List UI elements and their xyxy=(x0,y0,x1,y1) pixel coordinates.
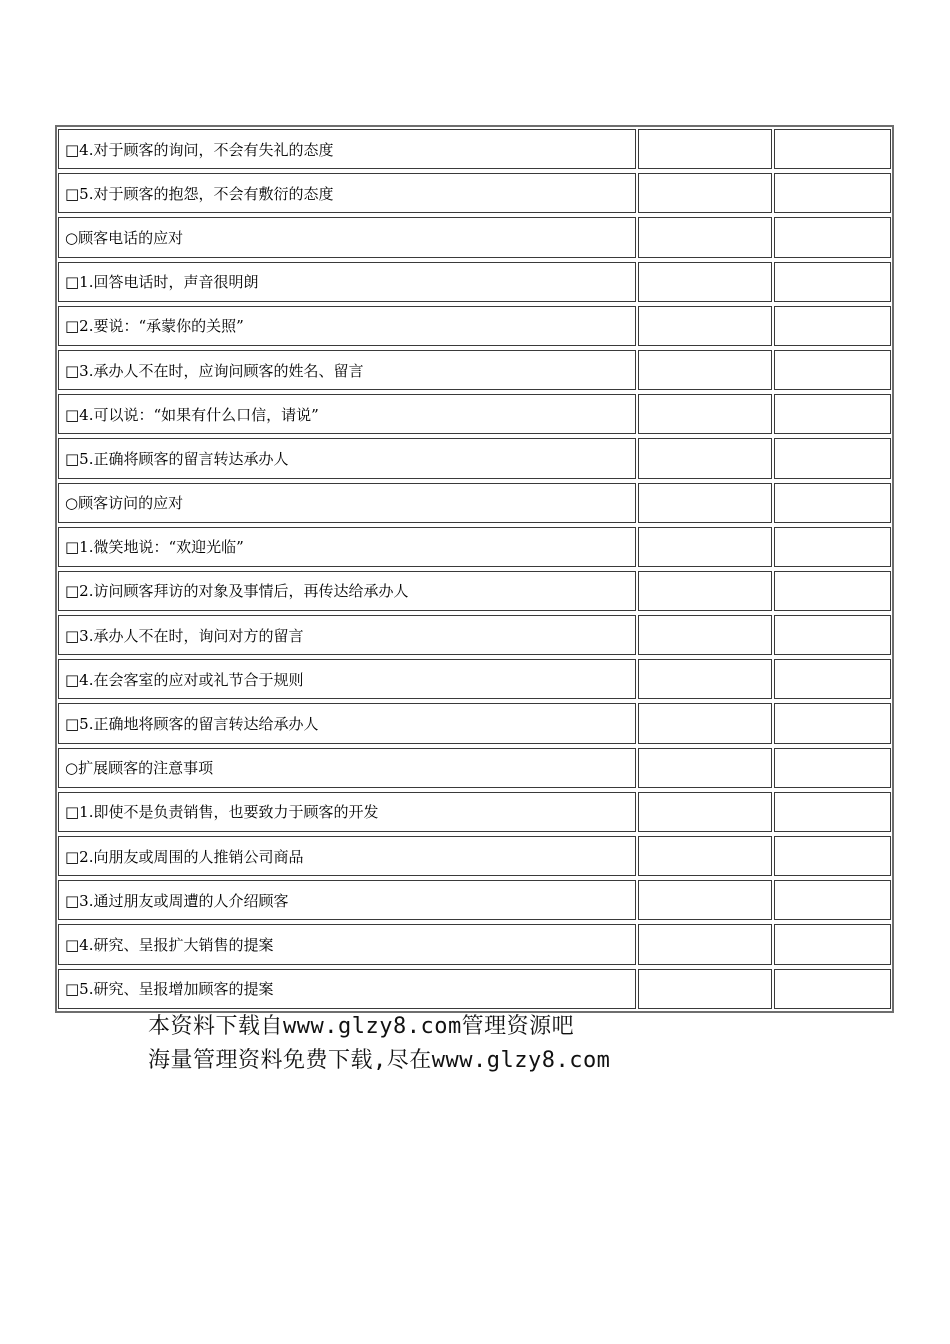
score-cell-1[interactable] xyxy=(638,438,772,478)
checklist-item-text: □5.研究、呈报增加顾客的提案 xyxy=(58,969,636,1009)
table-row xyxy=(57,260,892,304)
checklist-item-text: □4.可以说：“如果有什么口信，请说” xyxy=(58,394,636,434)
score-cell-2[interactable] xyxy=(774,615,891,655)
score-cell-2[interactable] xyxy=(774,217,891,257)
table-row xyxy=(57,922,892,966)
score-cell-2[interactable] xyxy=(774,350,891,390)
score-cell-2[interactable] xyxy=(774,748,891,788)
checklist-item-text: ○扩展顾客的注意事项 xyxy=(58,748,636,788)
checklist-item-text: □1.回答电话时，声音很明朗 xyxy=(58,262,636,302)
score-cell-2[interactable] xyxy=(774,262,891,302)
score-cell-1[interactable] xyxy=(638,748,772,788)
score-cell-1[interactable] xyxy=(638,571,772,611)
table-row xyxy=(57,790,892,834)
score-cell-1[interactable] xyxy=(638,880,772,920)
score-cell-1[interactable] xyxy=(638,792,772,832)
score-cell-1[interactable] xyxy=(638,350,772,390)
score-cell-2[interactable] xyxy=(774,792,891,832)
score-cell-1[interactable] xyxy=(638,306,772,346)
table-row xyxy=(57,657,892,701)
score-cell-2[interactable] xyxy=(774,880,891,920)
table-row xyxy=(57,304,892,348)
checklist-item-text: □4.在会客室的应对或礼节合于规则 xyxy=(58,659,636,699)
score-cell-2[interactable] xyxy=(774,836,891,876)
score-cell-2[interactable] xyxy=(774,129,891,169)
checklist-item-text: ○顾客访问的应对 xyxy=(58,483,636,523)
table-row xyxy=(57,392,892,436)
table-row xyxy=(57,348,892,392)
score-cell-2[interactable] xyxy=(774,527,891,567)
table-row xyxy=(57,746,892,790)
table-row xyxy=(57,701,892,745)
score-cell-1[interactable] xyxy=(638,924,772,964)
score-cell-1[interactable] xyxy=(638,703,772,743)
table-row xyxy=(57,967,892,1011)
checklist-item-text: □2.访问顾客拜访的对象及事情后，再传达给承办人 xyxy=(58,571,636,611)
download-notice-line-2: 海量管理资料免费下载,尽在www.glzy8.com xyxy=(148,1048,611,1073)
table-row xyxy=(57,834,892,878)
checklist-item-text: □3.承办人不在时，应询问顾客的姓名、留言 xyxy=(58,350,636,390)
score-cell-2[interactable] xyxy=(774,969,891,1009)
score-cell-1[interactable] xyxy=(638,394,772,434)
score-cell-2[interactable] xyxy=(774,659,891,699)
table-row xyxy=(57,436,892,480)
checklist-table xyxy=(55,125,894,1013)
score-cell-1[interactable] xyxy=(638,129,772,169)
table-row xyxy=(57,481,892,525)
score-cell-2[interactable] xyxy=(774,394,891,434)
table-row xyxy=(57,171,892,215)
score-cell-2[interactable] xyxy=(774,173,891,213)
score-cell-1[interactable] xyxy=(638,173,772,213)
checklist-item-text: ○顾客电话的应对 xyxy=(58,217,636,257)
score-cell-1[interactable] xyxy=(638,262,772,302)
checklist-item-text: □5.对于顾客的抱怨，不会有敷衍的态度 xyxy=(58,173,636,213)
table-row xyxy=(57,525,892,569)
score-cell-1[interactable] xyxy=(638,615,772,655)
score-cell-2[interactable] xyxy=(774,571,891,611)
score-cell-2[interactable] xyxy=(774,438,891,478)
download-notice xyxy=(148,1010,708,1078)
download-notice-line-1: 本资料下载自www.glzy8.com管理资源吧 xyxy=(148,1014,575,1039)
checklist-item-text: □5.正确将顾客的留言转达承办人 xyxy=(58,438,636,478)
checklist-item-text: □4.对于顾客的询问，不会有失礼的态度 xyxy=(58,129,636,169)
score-cell-2[interactable] xyxy=(774,703,891,743)
checklist-item-text: □1.即使不是负责销售，也要致力于顾客的开发 xyxy=(58,792,636,832)
table-row xyxy=(57,878,892,922)
checklist-item-text: □3.承办人不在时，询问对方的留言 xyxy=(58,615,636,655)
score-cell-1[interactable] xyxy=(638,969,772,1009)
score-cell-1[interactable] xyxy=(638,659,772,699)
score-cell-2[interactable] xyxy=(774,483,891,523)
checklist-item-text: □4.研究、呈报扩大销售的提案 xyxy=(58,924,636,964)
score-cell-1[interactable] xyxy=(638,836,772,876)
checklist-item-text: □5.正确地将顾客的留言转达给承办人 xyxy=(58,703,636,743)
score-cell-1[interactable] xyxy=(638,527,772,567)
score-cell-1[interactable] xyxy=(638,483,772,523)
checklist-item-text: □2.要说：“承蒙你的关照” xyxy=(58,306,636,346)
score-cell-2[interactable] xyxy=(774,306,891,346)
table-row xyxy=(57,215,892,259)
table-row xyxy=(57,613,892,657)
checklist-item-text: □3.通过朋友或周遭的人介绍顾客 xyxy=(58,880,636,920)
checklist-item-text: □1.微笑地说：“欢迎光临” xyxy=(58,527,636,567)
score-cell-1[interactable] xyxy=(638,217,772,257)
table-row xyxy=(57,127,892,171)
table-row xyxy=(57,569,892,613)
score-cell-2[interactable] xyxy=(774,924,891,964)
checklist-item-text: □2.向朋友或周围的人推销公司商品 xyxy=(58,836,636,876)
